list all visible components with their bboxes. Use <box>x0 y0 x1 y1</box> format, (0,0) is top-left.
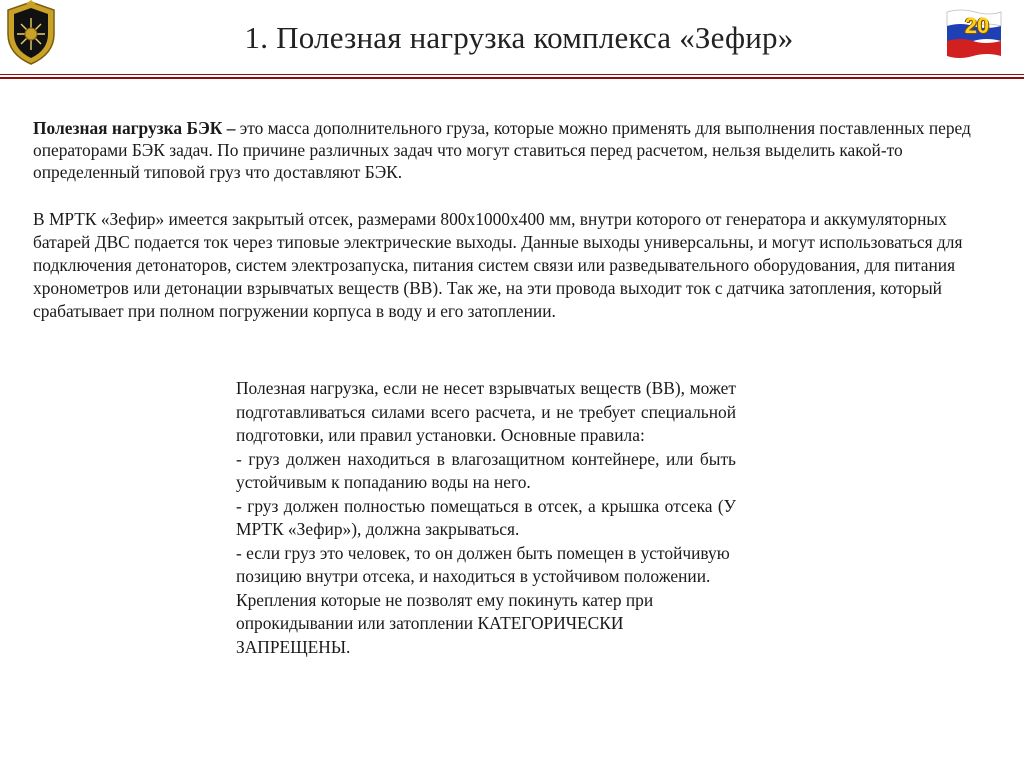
page-number: 20 <box>964 13 990 38</box>
rule-item: - груз должен полностью помещаться в отсек, а крышка отсека (У МРТК «Зефир»), должна закрываться. <box>236 495 736 539</box>
intro-text: это масса дополнительного груза, которые можно применять для выполнения поставленных перед операторами БЭК задач. По причине различных задач что могут ставиться перед расчетом, нельзя выделить какой-то определенный типовой груз что доставляют БЭК. <box>33 118 971 182</box>
rule-item: - если груз это человек, то он должен быть помещен в устойчивую позицию внутри отсека, и находиться в устойчивом положении. Крепления которые не позволят ему покинуть катер при опрокидывании или затоплении КАТЕГОРИЧЕСКИ ЗАПРЕЩЕНЫ. <box>236 542 730 657</box>
rule-item: - груз должен находиться в влагозащитном контейнере, или быть устойчивым к попаданию воды на него. <box>236 448 736 492</box>
intro-paragraph <box>33 117 983 183</box>
title-divider <box>0 74 1024 75</box>
intro-term: Полезная нагрузка БЭК – <box>33 118 236 138</box>
rules-intro: Полезная нагрузка, если не несет взрывчатых веществ (ВВ), может подготавливаться силами всего расчета, и не требует специальной подготовки, или правил установки. Основные правила: <box>236 378 736 445</box>
description-paragraph: В МРТК «Зефир» имеется закрытый отсек, размерами 800х1000х400 мм, внутри которого от генератора и аккумуляторных батарей ДВС подается ток через типовые электрические выходы. Данные выходы универсальны, и могут использоваться для подключения детонаторов, систем электрозапуска, питания систем связи или разведывательного оборудования, для питания хронометров или детонации взрывчатых веществ (ВВ). Так же, на эти провода выходит ток с датчика затопления, который срабатывает при полном погружении корпуса в воду и его затоплении. <box>33 209 963 321</box>
title-divider-thick <box>0 77 1024 79</box>
page-title: 1. Полезная нагрузка комплекса «Зефир» <box>244 20 794 55</box>
rules-block <box>236 377 736 659</box>
